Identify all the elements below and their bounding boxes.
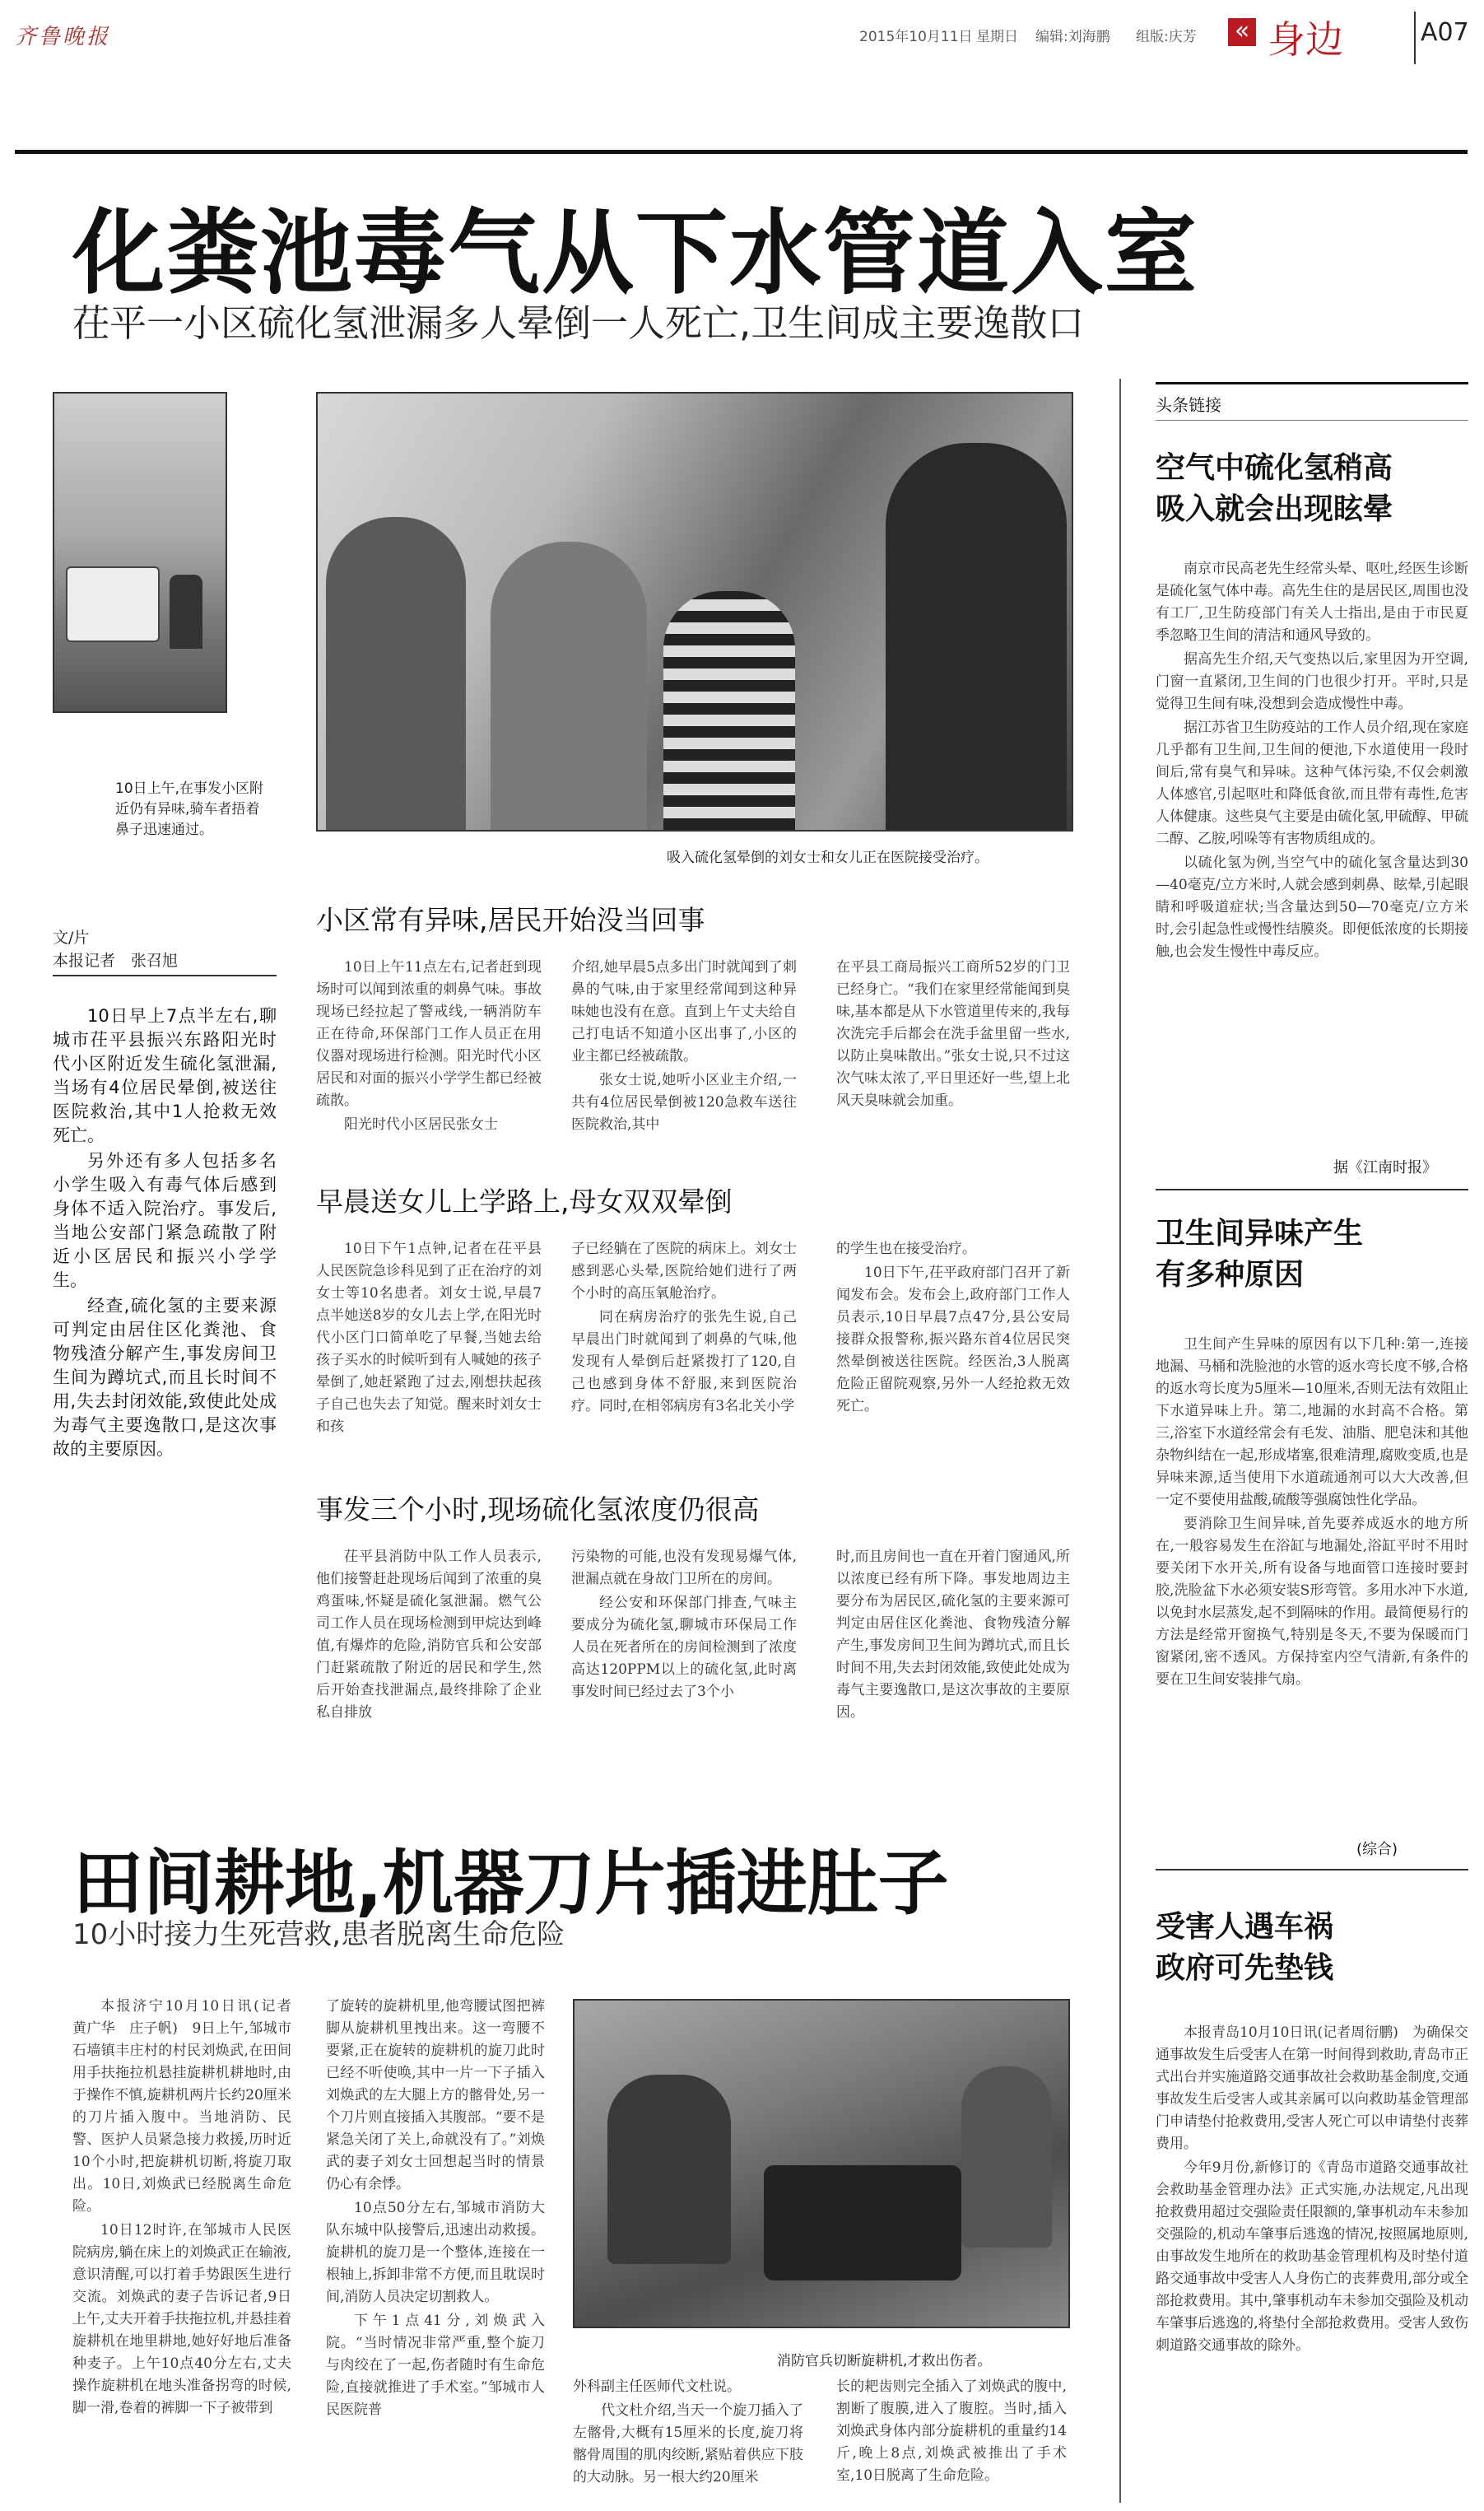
street-photo-caption: 10日上午,在事发小区附近仍有异味,骑车者捂着鼻子迅速通过。 (115, 780, 264, 838)
section-arrow-icon: « (1228, 18, 1256, 46)
masthead-divider (1414, 12, 1416, 64)
section-name: 身边 (1268, 17, 1343, 62)
section3-col1: 茌平县消防中队工作人员表示,他们接警赶赴现场后闻到了浓重的臭鸡蛋味,怀疑是硫化氢泄漏。燃气公司工作人员在现场检测到甲烷达到峰值,有爆炸的危险,消防官兵和公安部门赶紧疏散了附近的居民和学生,然后开始查找泄漏点,最终排除了企业私自排放 (316, 1549, 542, 1721)
masthead-date: 2015年10月11日 (859, 29, 973, 45)
story1-subhead: 茌平一小区硫化氢泄漏多人晕倒一人死亡,卫生间成主要逸散口 (72, 301, 1085, 345)
section1-col2: 介绍,她早晨5点多出门时就闻到了刺鼻的气味,由于家里经常闻到这种异味她也没有在意。直到上午丈夫给自己打电话不知道小区出事了,小区的业主都已经被疏散。 张女士说,她听小区业主介绍,一共有4位居民晕倒被120急救车送往医院救治,其中 (571, 959, 797, 1133)
section3-col3: 时,而且房间也一直在开着门窗通风,所以浓度已经有所下降。事发地周边主要分布为居民区,硫化氢的主要来源可判定由居住区化粪池、食物残渣分解产生,事发房间卫生间为蹲坑式,而且长时间不用,失去封闭效能,致使此处成为毒气主要逸散口,是这次事故的主要原因。 (836, 1549, 1070, 1721)
sidebar-tag-rule (1156, 420, 1468, 421)
story1-lead: 10日早上7点半左右,聊城市茌平县振兴东路阳光时代小区附近发生硫化氢泄漏,当场有4位居民晕倒,被送往医院救治,其中1人抢救无效死亡。 另外还有多人包括多名小学生吸入有毒气体后感到身体不适入院治疗。事发后,当地公安部门紧急疏散了附近小区居民和振兴小学学生。 经查,硫化氢的主要来源可判定由居住区化粪池、食物残渣分解产生,事发房间卫生间为蹲坑式,而且长时间不用,失去封闭效能,致使此处成为毒气主要逸散口,是这次事故的主要原因。 (53, 1006, 277, 1459)
masthead-logo: 齐鲁晚报 (15, 25, 111, 49)
sidebar-rule-1 (1156, 1189, 1468, 1190)
story2-col1: 本报济宁10月10日讯(记者 黄广华 庄子帆) 9日上午,邹城市石墙镇丰庄村的村民刘焕武,在田间用手扶拖拉机悬挂旋耕机耕地时,由于操作不慎,旋耕机两片长约20厘米的刀片插入腹中。当地消防、民警、医护人员紧急接力救援,历时近10个小时,把旋耕机切断,将旋刀取出。10日,刘焕武已经脱离生命危险。 10日12时许,在邹城市人民医院病房,躺在床上的刘焕武正在输液,意识清醒,可以打着手势跟医生进行交流。刘焕武的妻子告诉记者,9日上午,丈夫开着手扶拖拉机,并悬挂着旋耕机在地里耕地,她好好地后准备种麦子。上午10点40分左右,丈夫操作旋耕机在地头准备拐弯的时候,脚一滑,卷着的裤脚一下子被带到 (72, 1998, 305, 2416)
story2-col2: 了旋转的旋耕机里,他弯腰试图把裤脚从旋耕机里拽出来。这一弯腰不要紧,正在旋转的旋耕机的旋刀此时已经不听使唤,其中一片一下子插入刘焕武的左大腿上方的髂骨处,另一个刀片则直接插入其腹部。“要不是紧急关闭了关上,命就没有了。”刘焕武的妻子刘女士回想起当时的情景仍心有余悸。 10点50分左右,邹城市消防大队东城中队接警后,迅速出动救援。旋耕机的旋刀是一个整体,连接在一根轴上,拆卸非常不方便,而且耽误时间,消防人员决定切割救人。 下午1点41分,刘焕武入院。“当时情况非常严重,整个旋刀与肉绞在了一起,伤者随时有生命危险,直接就推进了手术室。”邹城市人民医院普 (326, 1998, 545, 2418)
section2-col2: 子已经躺在了医院的病床上。刘女士感到恶心头晕,医院给她们进行了两个小时的高压氧舱治疗。 同在病房治疗的张先生说,自己早晨出门时就闻到了刺鼻的气味,他发现有人晕倒后赶紧拨打了120,自己也感到身体不舒服,来到医院治疗。同时,在相邻病房有3名北关小学 (571, 1241, 797, 1414)
byline-label: 文/片 (53, 929, 90, 947)
sidebar-top-rule (1156, 382, 1468, 384)
section1-col3: 在平县工商局振兴工商所52岁的门卫已经身亡。“我们在家里经常能闻到臭味,基本都是从下水管道里传来的,我每次洗完手后都会在洗手盆里留一些水,以防止臭味散出。”张女士说,只不过这次气味太浓了,平日里还好一些,望上北风天臭味就会加重。 (836, 959, 1070, 1109)
sidebar-headline-1: 空气中硫化氢稍高 吸入就会出现眩晕 (1156, 451, 1393, 526)
street-photo (53, 392, 227, 713)
sidebar-headline-2: 卫生间异味产生 有多种原因 (1156, 1217, 1364, 1292)
section3-col2: 污染物的可能,也没有发现易爆气体,泄漏点就在身故门卫所在的房间。 经公安和环保部门排查,气味主要成分为硫化氢,聊城市环保局工作人员在死者所在的房间检测到了浓度高达120PPM以上的硫化氢,此时离事发时间已经过去了3个小 (571, 1549, 797, 1700)
section1-col1: 10日上午11点左右,记者赶到现场时可以闻到浓重的刺鼻气味。事故现场已经拉起了警戒线,一辆消防车正在待命,环保部门工作人员正在用仪器对现场进行检测。阳光时代小区居民和对面的振兴小学学生都已经被疏散。 阳光时代小区居民张女士 (316, 959, 542, 1133)
hospital-photo-caption: 吸入硫化氢晕倒的刘女士和女儿正在医院接受治疗。 (667, 850, 989, 866)
sidebar-body-2: 卫生间产生异味的原因有以下几种:第一,连接地漏、马桶和洗脸池的水管的返水弯长度不够,合格的返水弯长度为5厘米—10厘米,否则无法有效阻止下水道异味上升。第二,地漏的水封高不合格。第三,浴室下水道经常会有毛发、油脂、肥皂沫和其他杂物纠结在一起,形成堵塞,很难清理,腐败变质,也是异味来源,适当使用下水道疏通剂可以大大改善,但一定不要使用盐酸,硫酸等强腐蚀性化学品。 要消除卫生间异味,首先要养成返水的地方所在,一般容易发生在浴缸与地漏处,浴缸平时不用时要关闭下水开关,所有设备与地面管口连接时要封胶,洗脸盆下水必须安装S形弯管。多用水冲下水道,以免封水层蒸发,起不到隔味的作用。最简便易行的方法是经常开窗换气,特别是冬天,不要为保暖而门窗紧闭,密不透风。方保持室内空气清新,有条件的要在卫生间安装排气扇。 (1156, 1336, 1468, 1688)
hospital-photo (316, 392, 1073, 832)
masthead-weekday: 星期日 (976, 29, 1018, 45)
section2-title: 早晨送女儿上学路上,母女双双晕倒 (316, 1186, 733, 1218)
sidebar-headline-3: 受害人遇车祸 政府可先垫钱 (1156, 1910, 1334, 1985)
story2-subhead: 10小时接力生死营救,患者脱离生命危险 (72, 1918, 565, 1951)
masthead-editor: 编辑:刘海鹏 (1035, 29, 1110, 45)
section3-title: 事发三个小时,现场硫化氢浓度仍很高 (316, 1493, 760, 1526)
story2-headline: 田间耕地,机器刀片插进肚子 (72, 1842, 949, 1925)
story2-col3: 外科副主任医师代文杜说。 代文杜介绍,当天一个旋刀插入了左髂骨,大概有15厘米的长度,旋刀将髂骨周围的肌肉绞断,紧贴着供应下肢的大动脉。另一根大约20厘米 (573, 2378, 803, 2485)
page-number: A07 (1421, 18, 1469, 47)
byline-reporter: 本报记者 张召旭 (53, 952, 179, 970)
story2-col4: 长的耙齿则完全插入了刘焕武的腹中,割断了腹膜,进入了腹腔。当时,插入刘焕武身体内部分旋耕机的重量约14斤,晚上8点,刘焕武被推出了手术室,10日脱离了生命危险。 (836, 2378, 1067, 2484)
rescue-photo (573, 1999, 1070, 2328)
section2-col1: 10日下午1点钟,记者在茌平县人民医院急诊科见到了正在治疗的刘女士等10名患者。刘女士说,早晨7点半她送8岁的女儿去上学,在阳光时代小区门口简单吃了早餐,当她去给孩子买水的时候听到有人喊她的孩子晕倒了,她赶紧跑了过去,刚想扶起孩子自己也失去了知觉。醒来时刘女士和孩 (316, 1241, 542, 1435)
section2-col3: 的学生也在接受治疗。 10日下午,茌平政府部门召开了新闻发布会。发布会上,政府部门工作人员表示,10日早晨7点47分,县公安局接群众报警称,振兴路东首4位居民突然晕倒被送往医院。经医治,3人脱离危险正留院观察,另外一人经抢救无效死亡。 (836, 1241, 1070, 1414)
masthead-rule (15, 150, 1468, 154)
sidebar-body-1: 南京市民高老先生经常头晕、呕吐,经医生诊断是硫化氢气体中毒。高先生住的是居民区,周围也没有工厂,卫生防疫部门有关人士指出,是由于市民夏季忽略卫生间的清洁和通风导致的。 据高先生介绍,天气变热以后,家里因为开空调,门窗一直紧闭,卫生间的门也很少打开。平时,只是觉得卫生间有味,没想到会造成慢性中毒。 据江苏省卫生防疫站的工作人员介绍,现在家庭几乎都有卫生间,卫生间的便池,下水道使用一段时间后,常有臭气和异味。这种气体污染,不仅会刺激人体感官,引起呕吐和降低食欲,而且带有毒性,危害人体健康。这些臭气主要是由硫化氢,甲硫醇、甲硫二醇、乙胺,吲哚等有害物质组成的。 以硫化氢为例,当空气中的硫化氢含量达到30—40毫克/立方米时,人就会感到刺鼻、眩晕,引起眼睛和呼吸道症状;当含量达到50—70毫克/立方米时,会引起急性或慢性结膜炎。即便低浓度的长期接触,也会发生慢性中毒反应。 (1156, 561, 1468, 960)
rescue-photo-caption: 消防官兵切断旋耕机,才救出伤者。 (777, 2353, 992, 2369)
sidebar-source-2: (综合) (1356, 1841, 1398, 1858)
section1-title: 小区常有异味,居民开始没当回事 (316, 904, 705, 936)
sidebar-rule-2 (1156, 1869, 1468, 1870)
sidebar-tag: 头条链接 (1156, 395, 1221, 415)
masthead-layout: 组版:庆芳 (1136, 29, 1197, 45)
byline-rule (53, 975, 277, 976)
sidebar-divider (1119, 379, 1121, 2503)
sidebar-body-3: 本报青岛10月10日讯(记者周衍鹏) 为确保交通事故发生后受害人在第一时间得到救助,青岛市正式出台并实施道路交通事故社会救助基金制度,交通事故发生后受害人或其亲属可以向救助基金管理部门申请垫付抢救费用,受害人死亡可以申请垫付丧葬费用。 今年9月份,新修订的《青岛市道路交通事故社会救助基金管理办法》正式实施,办法规定,凡出现抢救费用超过交强险责任限额的,肇事机动车未参加交强险的,机动车肇事后逃逸的情况,按照属地原则,由事故发生地所在的救助基金管理机构及时垫付道路交通事故中受害人人身伤亡的丧葬费用,部分或全部抢救费用。其中,肇事机动车未参加交强险及机动车肇事后逃逸的,将垫付全部抢救费用。受害人致伤刺道路交通事故的除外。 (1156, 2024, 1468, 2354)
sidebar-source-1: 据《江南时报》 (1333, 1159, 1437, 1176)
story1-headline: 化粪池毒气从下水管道入室 (72, 200, 1198, 307)
